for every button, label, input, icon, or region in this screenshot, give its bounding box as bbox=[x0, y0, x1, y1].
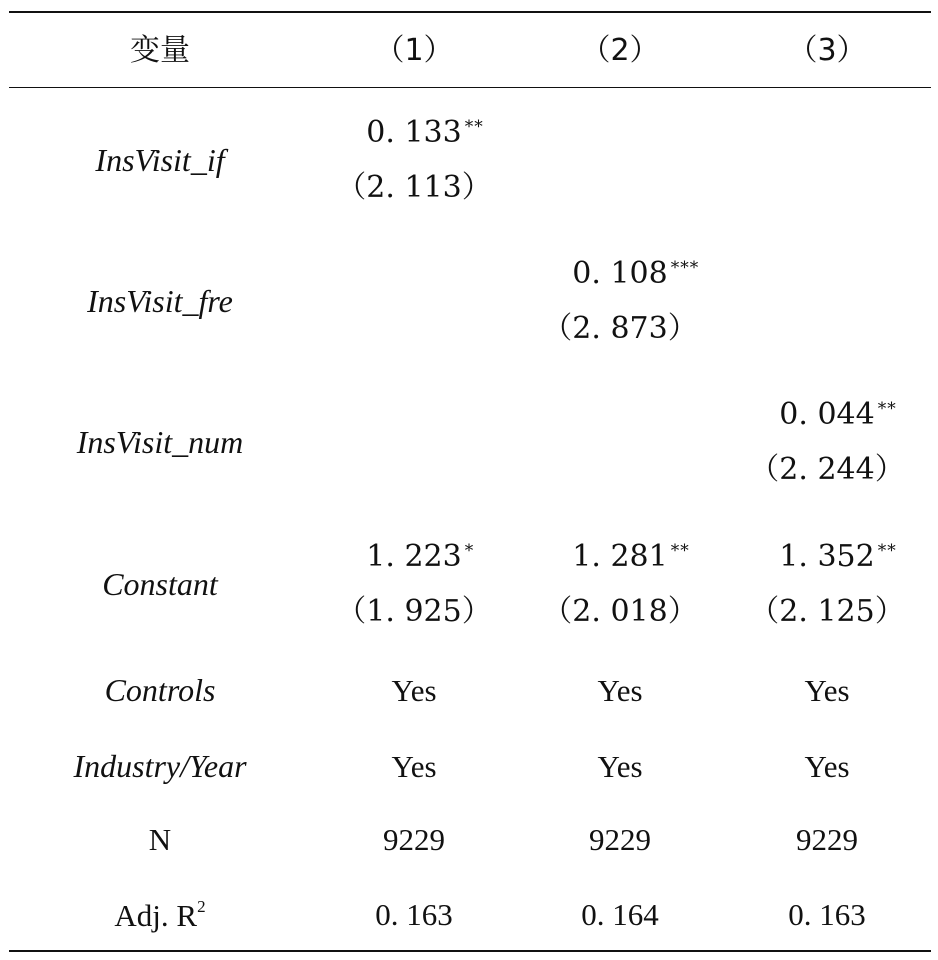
coef-cell bbox=[517, 540, 723, 629]
coef-cell bbox=[311, 540, 517, 629]
coef-cell bbox=[517, 257, 723, 346]
row-insvisit-if bbox=[9, 112, 931, 208]
row-label: N bbox=[148, 821, 172, 857]
row-label: Controls bbox=[104, 672, 216, 708]
header-col1: （1） bbox=[374, 33, 454, 68]
coef-cell bbox=[311, 116, 517, 205]
t-stat: （2. 873） bbox=[542, 310, 698, 346]
bottom-rule bbox=[9, 950, 931, 952]
row-insvisit-fre bbox=[9, 253, 931, 349]
coef-cell bbox=[723, 540, 931, 629]
coef-cell bbox=[723, 398, 931, 487]
row-label: InsVisit_fre bbox=[87, 283, 233, 319]
adj-r2-col2: 0. 164 bbox=[581, 896, 659, 932]
n-col2: 9229 bbox=[589, 821, 651, 857]
row-label bbox=[9, 898, 311, 931]
significance-stars: ** bbox=[877, 398, 897, 419]
header-row bbox=[9, 22, 931, 80]
row-industry-year bbox=[9, 742, 931, 790]
header-rule bbox=[9, 87, 931, 88]
adj-r2-col3: 0. 163 bbox=[788, 896, 866, 932]
coef-value: 0. 044 bbox=[779, 396, 875, 432]
coef-value: 0. 133 bbox=[366, 114, 462, 150]
row-label: Industry/Year bbox=[73, 748, 247, 784]
row-controls bbox=[9, 666, 931, 714]
industry-year-col1: Yes bbox=[391, 748, 437, 784]
t-stat: （2. 018） bbox=[542, 593, 698, 629]
row-label: InsVisit_num bbox=[76, 424, 244, 460]
t-stat: （2. 125） bbox=[749, 593, 905, 629]
coef-value: 1. 223 bbox=[366, 538, 462, 574]
adj-r2-superscript: 2 bbox=[197, 896, 206, 916]
row-label: Constant bbox=[102, 566, 218, 602]
significance-stars: * bbox=[464, 540, 475, 561]
n-col1: 9229 bbox=[383, 821, 445, 857]
row-label: InsVisit_if bbox=[95, 142, 225, 178]
adj-r2-label: Adj. R bbox=[114, 897, 198, 933]
row-adj-r2 bbox=[9, 890, 931, 938]
coef-value: 1. 281 bbox=[572, 538, 668, 574]
controls-col2: Yes bbox=[597, 672, 643, 708]
header-col2: （2） bbox=[580, 33, 660, 68]
adj-r2-col1: 0. 163 bbox=[375, 896, 453, 932]
header-col3: （3） bbox=[787, 33, 867, 68]
significance-stars: ** bbox=[670, 540, 690, 561]
controls-col3: Yes bbox=[804, 672, 850, 708]
significance-stars: ** bbox=[464, 116, 484, 137]
t-stat: （1. 925） bbox=[336, 593, 492, 629]
coef-value: 0. 108 bbox=[572, 255, 668, 291]
row-insvisit-num bbox=[9, 394, 931, 490]
row-n bbox=[9, 815, 931, 863]
t-stat: （2. 244） bbox=[749, 451, 905, 487]
top-rule bbox=[9, 11, 931, 13]
header-variable: 变量 bbox=[130, 33, 190, 68]
industry-year-col3: Yes bbox=[804, 748, 850, 784]
regression-table bbox=[9, 0, 931, 960]
significance-stars: *** bbox=[670, 257, 700, 278]
row-constant bbox=[9, 536, 931, 632]
n-col3: 9229 bbox=[796, 821, 858, 857]
t-stat: （2. 113） bbox=[336, 169, 492, 205]
controls-col1: Yes bbox=[391, 672, 437, 708]
coef-value: 1. 352 bbox=[779, 538, 875, 574]
industry-year-col2: Yes bbox=[597, 748, 643, 784]
significance-stars: ** bbox=[877, 540, 897, 561]
